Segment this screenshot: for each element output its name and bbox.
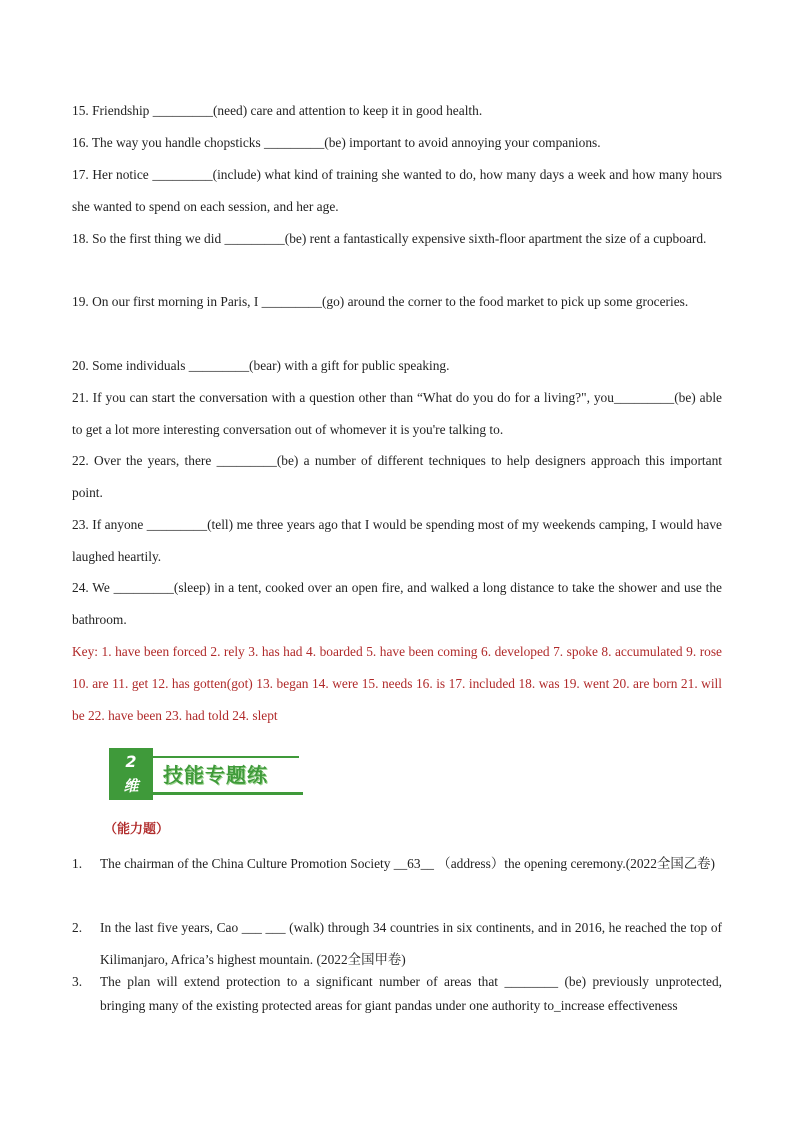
banner-title-box — [153, 756, 299, 794]
section-label: （能力题） — [104, 822, 170, 837]
question-17: 17. Her notice _________(include) what kind of training she wanted to do, how many days a week and how many hours she wanted to spend on each session, and her age. — [72, 167, 722, 214]
question-20: 20. Some individuals _________(bear) with a gift for public speaking. — [72, 358, 450, 373]
new-question-number: 1. — [72, 856, 83, 871]
question-23: 23. If anyone _________(tell) me three years ago that I would be spending most of my weekends camping, I would have laughed heartily. — [72, 517, 722, 564]
new-question-number: 2. — [72, 920, 83, 935]
new-question-3 — [72, 970, 722, 1018]
question-18: 18. So the first thing we did _________(be) rent a fantastically expensive sixth-floor apartment the size of a cupboard. — [72, 231, 707, 246]
question-19: 19. On our first morning in Paris, I _________(go) around the corner to the food market to pick up some groceries. — [72, 294, 689, 309]
question-21: 21. If you can start the conversation with a question other than “What do you do for a living?", you_________(be) able to get a lot more interesting conversation out of whomever it is you're talking to. — [72, 390, 722, 437]
new-question-text: In the last five years, Cao ___ ___ (walk) through 34 countries in six continents, and in 2016, he reached the top of Kilimanjaro, Africa’s highest mountain. (2022全国甲卷) — [100, 920, 722, 967]
banner-number-box — [109, 748, 153, 800]
question-16: 16. The way you handle chopsticks _________(be) important to avoid annoying your companions. — [72, 135, 601, 150]
question-22: 22. Over the years, there _________(be) a number of different techniques to help designers approach this important point. — [72, 453, 722, 500]
banner-underline — [153, 792, 303, 795]
banner-number: 2 — [125, 752, 137, 771]
new-question-text: The plan will extend protection to a significant number of areas that ________ (be) previously unprotected, bringing many of the existing protected areas for giant pandas under one authority to_increase effectiveness — [100, 974, 722, 1013]
question-24: 24. We _________(sleep) in a tent, cooked over an open fire, and walked a long distance to take the shower and use the bathroom. — [72, 580, 722, 627]
answer-key: Key: 1. have been forced 2. rely 3. has had 4. boarded 5. have been coming 6. developed 7. spoke 8. accumulated 9. rose 10. are 11. get 12. has gotten(got) 13. began 14. were 15. needs 16. is 17. included 18. was 19. went 20. are born 21. will be 22. have been 23. had told 24. slept — [72, 644, 722, 723]
new-question-1 — [72, 848, 722, 880]
banner-number-suffix: 维 — [123, 777, 139, 795]
question-15: 15. Friendship _________(need) care and attention to keep it in good health. — [72, 103, 483, 118]
section-banner — [109, 748, 305, 800]
new-question-text: The chairman of the China Culture Promotion Society __63__ （address）the opening ceremony.(2022全国乙卷) — [100, 856, 715, 871]
banner-title: 技能专题练 — [163, 763, 268, 787]
new-question-number: 3. — [72, 974, 83, 989]
new-question-2 — [72, 912, 722, 976]
